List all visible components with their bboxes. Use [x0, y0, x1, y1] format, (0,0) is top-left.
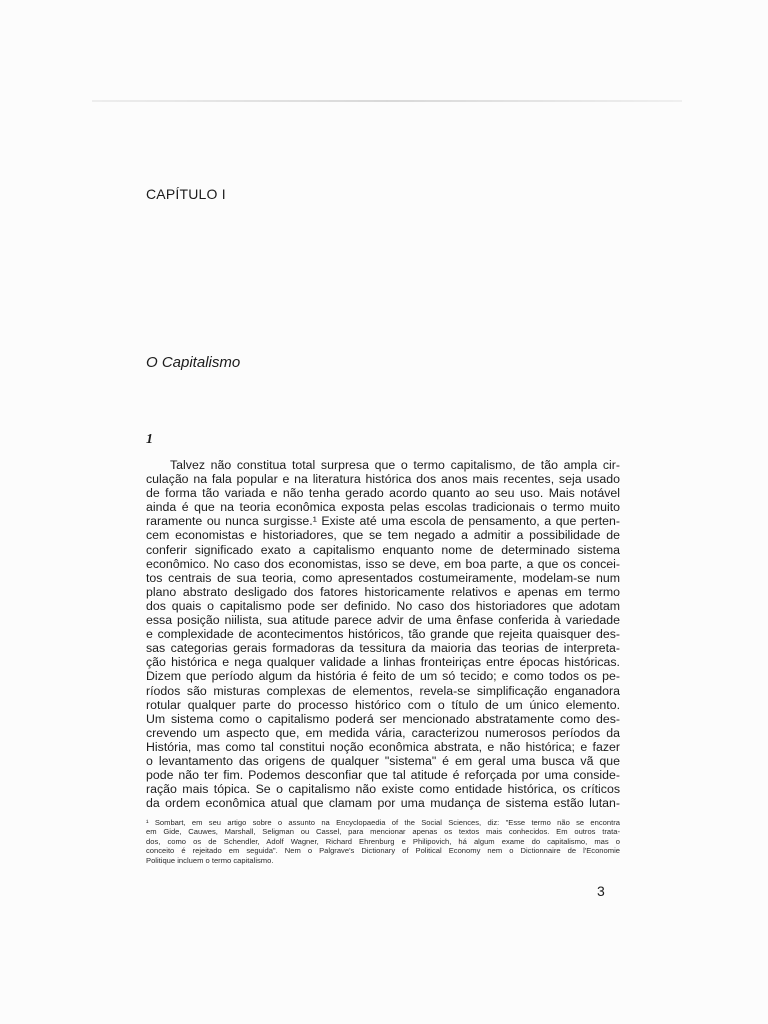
body-line: tos centrais de sua teoria, como apresentados costumeiramente, modelam-se num — [146, 570, 620, 585]
body-line: ríodos são misturas complexas de elementos, revela-se simplificação enganadora — [146, 683, 620, 698]
body-line: ção histórica e nega qualquer validade a linhas fronteiriças entre épocas históricas. — [146, 655, 620, 670]
body-line: o levantamento das origens de qualquer "sistema" é em geral uma busca vã que — [146, 753, 620, 768]
footnote-line: conceito é rejeitado em seguida". Nem o Palgrave's Dictionary of Political Economy nem o Dictionnaire de l'Economie — [146, 846, 620, 856]
chapter-label: CAPÍTULO I — [146, 186, 226, 202]
body-line: cem economistas e historiadores, que se tem negado a admitir a possibilidade de — [146, 528, 620, 543]
body-line: crevendo um aspecto que, em medida vária, caracterizou numerosos períodos da — [146, 725, 620, 740]
body-line: Dizem que período algum da história é feito de um só tecido; e como todos os pe- — [146, 669, 620, 684]
body-line: História, mas como tal constitui noção econômica abstrata, e não histórica; e fazer — [146, 739, 620, 754]
body-line: da ordem econômica atual que clamam por uma mudança de sistema estão lutan- — [146, 796, 620, 811]
footnote-line: dos, como os de Schendler, Adolf Wagner, Richard Ehrenburg e Philipovich, há algum exame do capitalismo, mas o — [146, 836, 620, 846]
body-line: rotular qualquer parte do processo histórico com o título de um único elemento. — [146, 697, 620, 712]
body-line: essa posição niilista, sua atitude parece advir de uma ênfase conferida à variedade — [146, 613, 620, 628]
body-line: ainda é que na teoria econômica exposta pelas escolas tradicionais o termo muito — [146, 500, 620, 515]
body-line: ração mais tópica. Se o capitalismo não existe como entidade histórica, os críticos — [146, 782, 620, 797]
body-line: raramente ou nunca surgisse.¹ Existe até uma escola de pensamento, a que perten- — [146, 514, 620, 529]
body-line: dos quais o capitalismo pode ser definido. No caso dos historiadores que adotam — [146, 598, 620, 613]
body-line: e complexidade de acontecimentos históricos, tão grande que rejeita quaisquer des- — [146, 627, 620, 642]
footnote-line: Politique incluem o termo capitalismo. — [146, 855, 274, 865]
page-number: 3 — [597, 883, 605, 899]
section-number: 1 — [146, 432, 153, 447]
body-line: econômico. No caso dos economistas, isso se deve, em boa parte, a que os concei- — [146, 556, 620, 571]
body-text — [146, 458, 620, 810]
page-top-edge — [92, 100, 682, 102]
chapter-title: O Capitalismo — [146, 354, 241, 371]
body-line: de forma tão variada e não tenha gerado acordo quanto ao seu uso. Mais notável — [146, 486, 620, 501]
footnote — [146, 818, 620, 865]
footnote-line: em Gide, Cauwes, Marshall, Seligman ou Cassel, para mencionar apenas os textos mais conhecidos. Em outros trata- — [146, 827, 620, 837]
body-line: conferir significado exato a capitalismo enquanto nome de determinado sistema — [146, 542, 620, 557]
body-line: Talvez não constitua total surpresa que o termo capitalismo, de tão ampla cir- — [170, 458, 620, 472]
body-line: pode não ter fim. Podemos desconfiar que tal atitude é reforçada por uma conside- — [146, 768, 620, 783]
footnote-line: ¹ Sombart, em seu artigo sobre o assunto na Encyclopaedia of the Social Sciences, diz: "Esse termo não se encontra — [146, 818, 620, 827]
body-line: culação na fala popular e na literatura histórica dos anos mais recentes, seja usado — [146, 472, 620, 487]
body-line: plano abstrato desligado dos fatores historicamente relativos e apenas em termo — [146, 584, 620, 599]
body-line: Um sistema como o capitalismo poderá ser mencionado abstratamente como des- — [146, 711, 620, 726]
body-line: sas categorias gerais formadoras da tessitura da maioria das teorias de interpreta- — [146, 641, 620, 656]
